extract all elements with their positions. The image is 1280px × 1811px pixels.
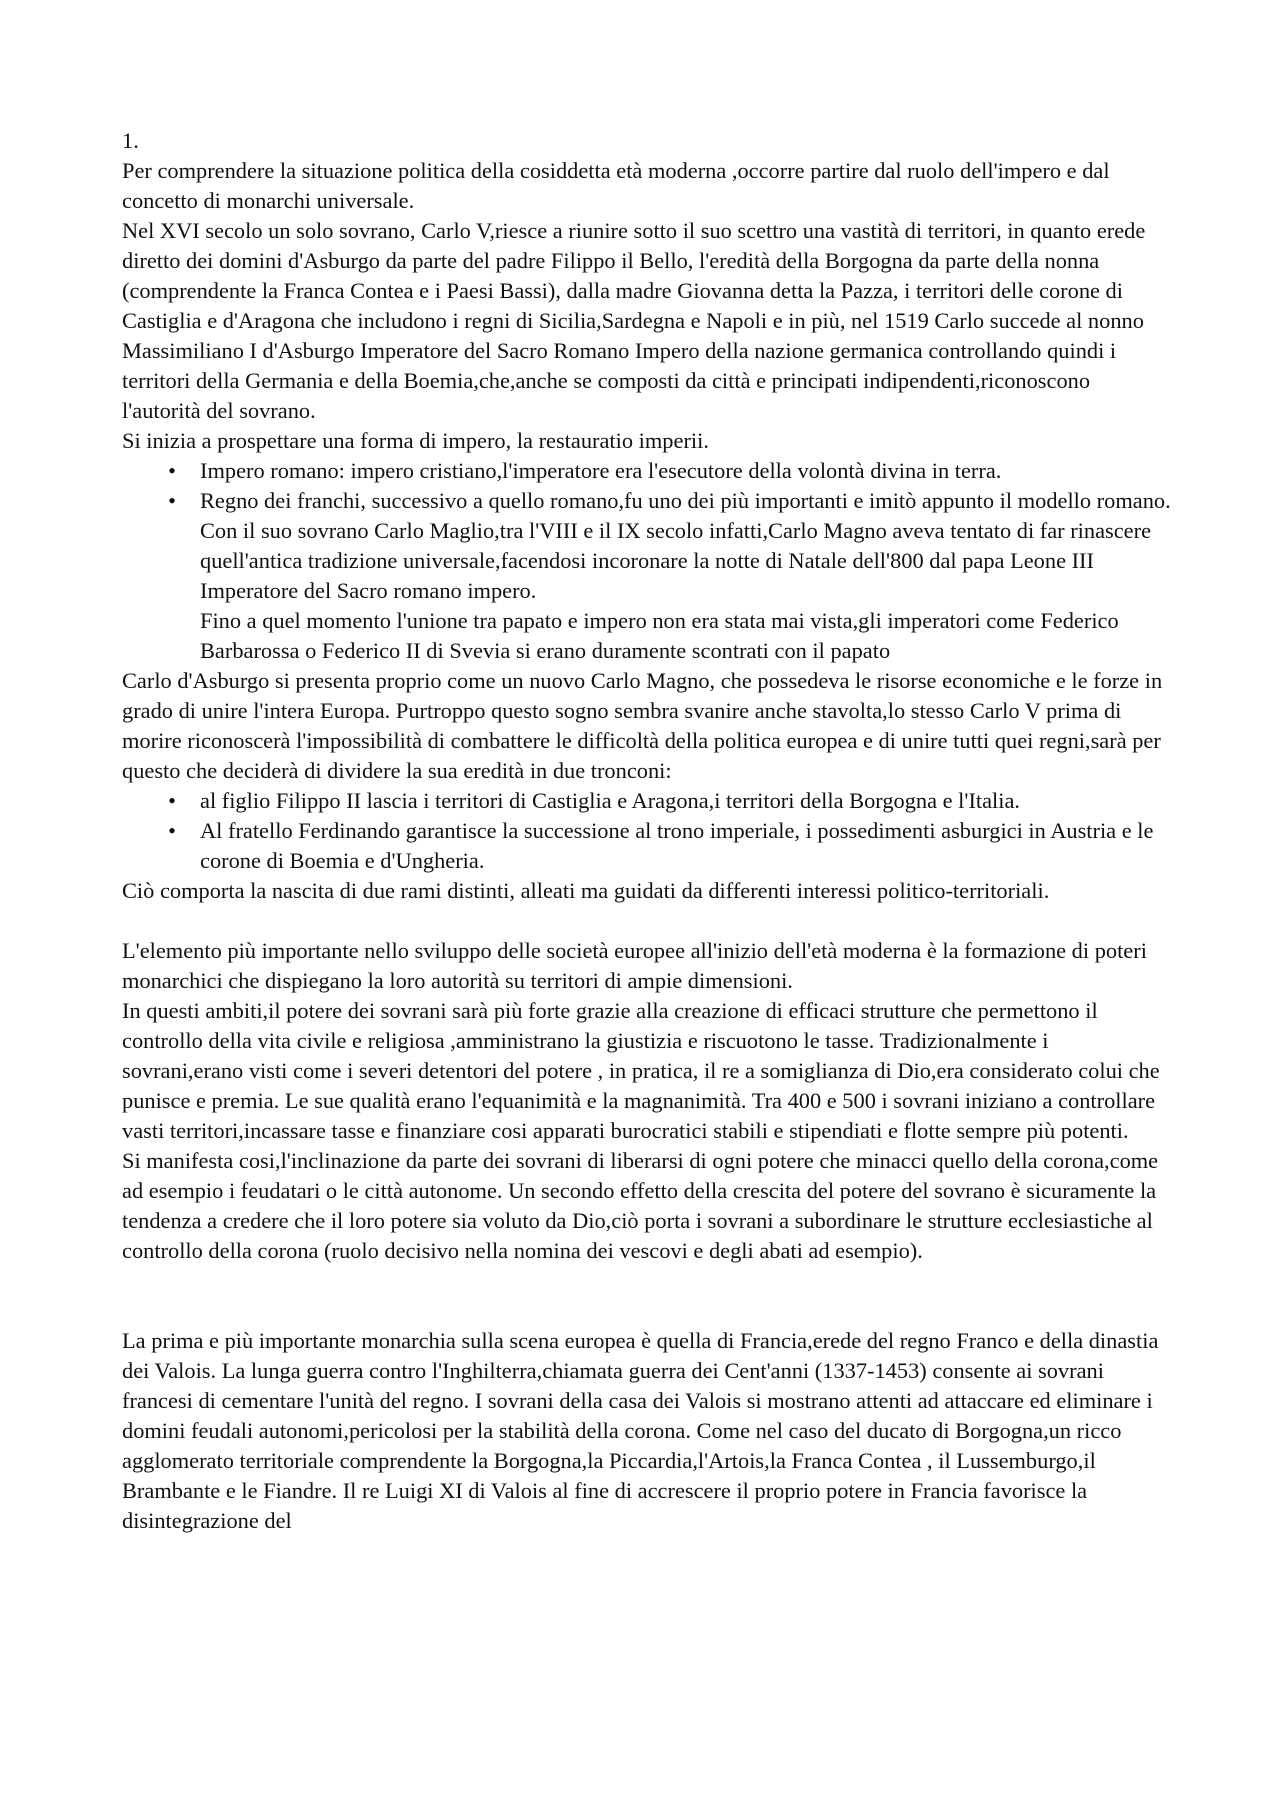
paragraph-section-3-1: La prima e più importante monarchia sulla scena europea è quella di Francia,erede del regno Franco e della dinastia dei Valois. La lunga guerra contro l'Inghilterra,chiamata guerra dei Cent'anni (1337-1453) consente ai sovrani francesi di cementare l'unità del regno. I sovrani della casa dei Valois si mostrano attenti ad attaccare ed eliminare i domini feudali autonomi,pericolosi per la stabilità della corona. Come nel caso del ducato di Borgogna,un ricco agglomerato territoriale comprendente la Borgogna,la Piccardia,l'Artois,la Franca Contea , il Lussemburgo,il Brambante e le Fiandre. Il re Luigi XI di Valois al fine di accrescere il proprio potere in Francia favorisce la disintegrazione del [122,1328,1159,1533]
list-item [122,456,1172,486]
list-item-text: Impero romano: impero cristiano,l'imperatore era l'esecutore della volontà divina in terra. [200,458,1002,483]
bullet-icon: • [168,818,176,843]
paragraph-section-2-3: Si manifesta cosi,l'inclinazione da parte dei sovrani di liberarsi di ogni potere che minacci quello della corona,come ad esempio i feudatari o le città autonome. Un secondo effetto della crescita del potere del sovrano è sicuramente la tendenza a credere che il loro potere sia voluto da Dio,ciò porta i sovrani a subordinare le strutture ecclesiastiche al controllo della corona (ruolo decisivo nella nomina dei vescovi e degli abati ad esempio). [122,1148,1159,1263]
bullet-list-1 [122,456,1172,606]
list-item [122,486,1172,606]
paragraph-intro-3: Si inizia a prospettare una forma di impero, la restauratio imperii. [122,428,709,453]
paragraph-middle-1: Carlo d'Asburgo si presenta proprio come un nuovo Carlo Magno, che possedeva le risorse economiche e le forze in grado di unire l'intera Europa. Purtroppo questo sogno sembra svanire anche stavolta,lo stesso Carlo V prima di morire riconoscerà l'impossibilità di combattere le difficoltà della politica europea e di unire tutti quei regni,sarà per questo che deciderà di dividere la sua eredità in due tronconi: [122,668,1163,783]
list-item-text: Al fratello Ferdinando garantisce la successione al trono imperiale, i possedimenti asburgici in Austria e le corone di Boemia e d'Ungheria. [200,818,1154,873]
bullet-list-2 [122,786,1172,876]
paragraph-section-2-1: L'elemento più importante nello sviluppo delle società europee all'inizio dell'età moderna è la formazione di poteri monarchici che dispiegano la loro autorità su territori di ampie dimensioni. [122,938,1147,993]
list-item-text: al figlio Filippo II lascia i territori di Castiglia e Aragona,i territori della Borgogna e l'Italia. [200,788,1021,813]
document-page [122,126,1172,1536]
bullet-icon: • [168,458,176,483]
blank-lines [122,1266,1172,1326]
blank-line [122,906,1172,936]
paragraph-middle-2: Ciò comporta la nascita di due rami distinti, alleati ma guidati da differenti interessi politico-territoriali. [122,878,1050,903]
bullet-icon: • [168,488,176,513]
paragraph-intro-2: Nel XVI secolo un solo sovrano, Carlo V,riesce a riunire sotto il suo scettro una vastità di territori, in quanto erede diretto dei domini d'Asburgo da parte del padre Filippo il Bello, l'eredità della Borgogna da parte della nonna (comprendente la Franca Contea e i Paesi Bassi), dalla madre Giovanna detta la Pazza, i territori delle corone di Castiglia e d'Aragona che includono i regni di Sicilia,Sardegna e Napoli e in più, nel 1519 Carlo succede al nonno Massimiliano I d'Asburgo Imperatore del Sacro Romano Impero della nazione germanica controllando quindi i territori della Germania e della Boemia,che,anche se composti da città e principati indipendenti,riconoscono l'autorità del sovrano. [122,218,1146,423]
list-item [122,786,1172,816]
list-item [122,816,1172,876]
list-item-text: Regno dei franchi, successivo a quello romano,fu uno dei più importanti e imitò appunto il modello romano. Con il suo sovrano Carlo Maglio,tra l'VIII e il IX secolo infatti,Carlo Magno aveva tentato di far rinascere quell'antica tradizione universale,facendosi incoronare la notte di Natale dell'800 dal papa Leone III Imperatore del Sacro romano impero. [200,488,1171,603]
paragraph-section-2-2: In questi ambiti,il potere dei sovrani sarà più forte grazie alla creazione di efficaci strutture che permettono il controllo della vita civile e religiosa ,amministrano la giustizia e riscuotono le tasse. Tradizionalmente i sovrani,erano visti come i severi detentori del potere , in pratica, il re a somiglianza di Dio,era considerato colui che punisce e premia. Le sue qualità erano l'equanimità e la magnanimità. Tra 400 e 500 i sovrani iniziano a controllare vasti territori,incassare tasse e finanziare cosi apparati burocratici stabili e stipendiati e flotte sempre più potenti. [122,998,1160,1143]
bullet-icon: • [168,788,176,813]
section-heading: 1. [122,128,139,153]
paragraph-intro-1: Per comprendere la situazione politica della cosiddetta età moderna ,occorre partire dal ruolo dell'impero e dal concetto di monarchi universale. [122,158,1110,213]
bullet-continuation: Fino a quel momento l'unione tra papato e impero non era stata mai vista,gli imperatori come Federico Barbarossa o Federico II di Svevia si erano duramente scontrati con il papato [200,608,1119,663]
